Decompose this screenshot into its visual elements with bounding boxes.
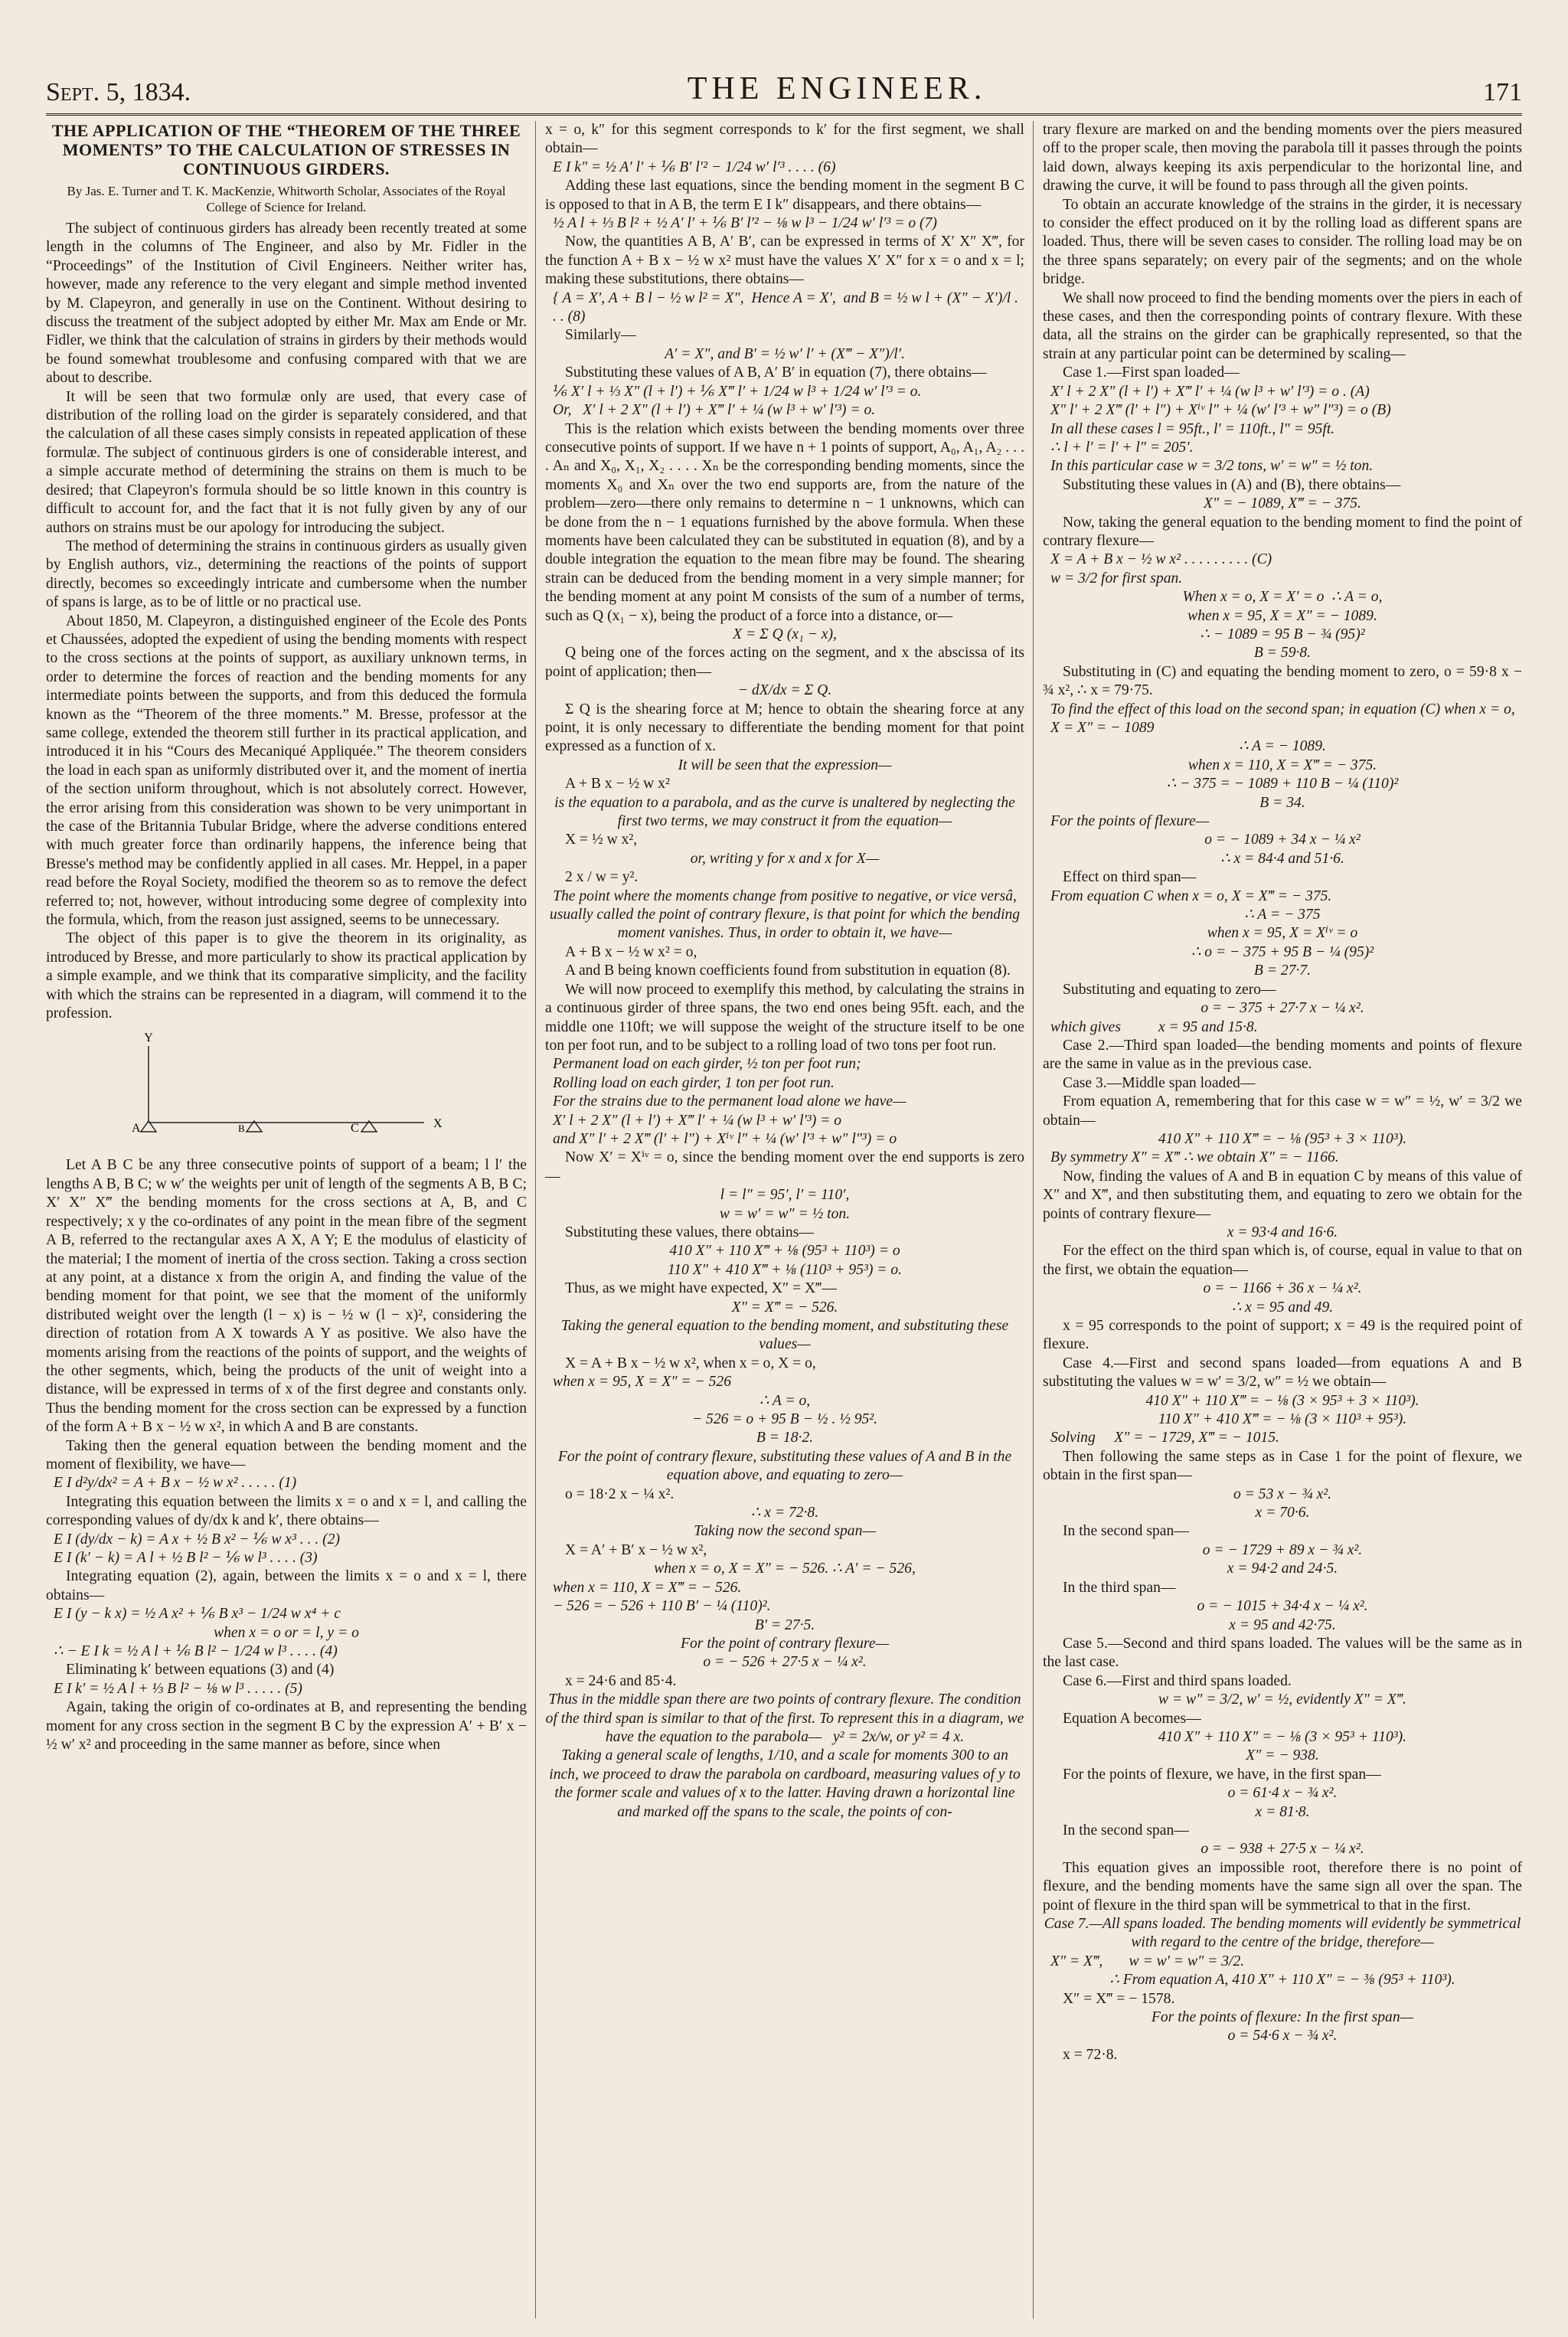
equation-line: B = 59·8. xyxy=(1253,645,1312,662)
equation-line: when x = 95, X = X″ = − 526 xyxy=(553,1374,732,1391)
column-right xyxy=(1041,121,1525,2319)
body-paragraph: A + B x − ½ w x² xyxy=(565,776,670,793)
body-paragraph: In the second span— xyxy=(1063,1822,1189,1839)
equation-line: o = 53 x − ¾ x². xyxy=(1233,1486,1332,1502)
equation-line: o = − 1729 + 89 x − ¾ x². xyxy=(1202,1541,1363,1558)
body-paragraph: Thus, as we might have expected, X″ = X‴— xyxy=(565,1280,837,1297)
equation-line: B = 34. xyxy=(1259,794,1305,811)
equation-line: x = 81·8. xyxy=(1255,1803,1310,1820)
equation-line: x = 95 and 42·75. xyxy=(1229,1616,1336,1633)
body-paragraph: Substituting these values of A B, A′ B′ in equation (7), there obtains— xyxy=(565,364,987,381)
equation-line: when x = 110, X = X‴ = − 526. xyxy=(553,1579,742,1596)
body-paragraph: Σ Q is the shearing force at M; hence to obtain the shearing force at any point, it is only necessary to differentiate the bending moment for that point expressed as a function of x. xyxy=(545,701,1024,755)
equation-line: ∴ − 1089 = 95 B − ¾ (95)² xyxy=(1200,626,1365,642)
equation-line: E I k′ = ½ A l + ⅓ B l² − ⅛ w l³ . . . . . (5) xyxy=(54,1680,302,1697)
equation-line: o = − 1015 + 34·4 x − ¼ x². xyxy=(1197,1598,1368,1615)
equation-line: Rolling load on each girder, 1 ton per foot run. xyxy=(553,1074,835,1091)
equation-line: 410 X″ + 110 X‴ + ⅛ (95³ + 110³) = o xyxy=(669,1243,900,1260)
equation-line: To find the effect of this load on the second span; in equation (C) when x = o, X = X″ = − 1089 xyxy=(1050,701,1519,736)
body-paragraph: To obtain an accurate knowledge of the strains in the girder, it is necessary to consider the effect produced on it by the rolling load as different spans are loaded. Thus, there will be seven cases to consider. The rolling load may be on the three spans separately; on every pair of the segments; and on the whole bridge. xyxy=(1043,196,1522,288)
equation-line: By symmetry X″ = X‴ ∴ we obtain X″ = − 1166. xyxy=(1050,1149,1339,1166)
equation-line: and X″ l′ + 2 X‴ (l′ + l″) + Xⁱᵛ l″ + ¼ (w′ l′³ + w″ l″³) = o xyxy=(553,1130,897,1147)
body-paragraph: trary flexure are marked on and the bending moments over the piers measured off to the proper scale, then moving the parabola till it passes through the points laid down, always keeping its axis perpendicular to the horizontal line, and drawing the curve, it will be found to pass through all the given points. xyxy=(1043,122,1522,194)
equation-line: ∴ x = 72·8. xyxy=(750,1505,819,1522)
equation-line: Taking now the second span— xyxy=(694,1523,876,1540)
point-b-label: B xyxy=(238,1123,245,1135)
equation-line: When x = o, X = X′ = o ∴ A = o, xyxy=(1182,589,1383,606)
equation-line: o = − 375 + 27·7 x − ¼ x². xyxy=(1200,1000,1364,1017)
equation-line: o = − 938 + 27·5 x − ¼ x². xyxy=(1200,1841,1364,1858)
body-paragraph: Substituting these values in (A) and (B), there obtains— xyxy=(1063,476,1401,493)
issue-date: Sept. 5, 1834. xyxy=(46,78,191,106)
body-paragraph: Q being one of the forces acting on the segment, and x the abscissa of its point of application; then— xyxy=(545,645,1024,680)
body-paragraph: We will now proceed to exemplify this method, by calculating the strains in a continuous girder of three spans, the two end ones being 95ft. each, and the middle one 110ft; we will suppose the weight of the structure itself to be one ton per foot run, and to be subject to a rolling load of two tons per foot run. xyxy=(545,981,1024,1054)
equation-line: For the points of flexure— xyxy=(1050,813,1210,830)
equation-line: For the strains due to the permanent load alone we have— xyxy=(553,1093,906,1110)
body-paragraph: x = 95 corresponds to the point of support; x = 49 is the required point of flexure. xyxy=(1043,1318,1522,1353)
body-paragraph: 2 x / w = y². xyxy=(565,869,639,886)
equation-line: ∴ x = 84·4 and 51·6. xyxy=(1220,850,1344,867)
equation-line: ½ A l + ⅓ B l² + ½ A′ l′ + ⅙ B′ l′² − ⅛ w l³ − 1/24 w′ l′³ = o (7) xyxy=(553,215,937,232)
body-paragraph: Case 5.—Second and third spans loaded. The values will be the same as in the last case. xyxy=(1043,1635,1522,1671)
equation-line: ∴ A = − 1089. xyxy=(1239,738,1326,755)
equation-line: when x = o, X = X″ = − 526. ∴ A′ = − 526, xyxy=(654,1561,916,1577)
equation-line: or, writing y for x and x for X— xyxy=(690,850,880,867)
body-paragraph: From equation A, remembering that for this case w = w″ = ½, w′ = 3/2 we obtain— xyxy=(1043,1093,1522,1129)
equation-line: 410 X″ + 110 X‴ = − ⅛ (95³ + 3 × 110³). xyxy=(1158,1130,1407,1147)
article-byline: By Jas. E. Turner and T. K. MacKenzie, Whitworth Scholar, Associates of the Royal College of Science for Ireland. xyxy=(67,184,506,214)
body-paragraph: We shall now proceed to find the bending moments over the piers in each of these cases, and then the corresponding points of contrary flexure. With these data, all the strains on the girder can be graphically represented, so that the strain at any particular point can be determined by scaling— xyxy=(1043,289,1522,362)
body-paragraph: Eliminating k′ between equations (3) and (4) xyxy=(66,1662,335,1678)
equation-line: ∴ o = − 375 + 95 B − ¼ (95)² xyxy=(1191,943,1374,960)
equation-line: For the points of flexure: In the first span— xyxy=(1151,2009,1414,2026)
body-paragraph: Equation A becomes— xyxy=(1063,1710,1201,1727)
body-paragraph: Integrating equation (2), again, between the limits x = o and x = l, there obtains— xyxy=(46,1568,527,1603)
equation-line: ∴ − 375 = − 1089 + 110 B − ¼ (110)² xyxy=(1166,776,1399,793)
body-paragraph: Case 2.—Third span loaded—the bending moments and points of flexure are the same in value as in the previous case. xyxy=(1043,1037,1522,1073)
beam-diagram xyxy=(118,1031,455,1146)
masthead xyxy=(46,54,1522,116)
column-middle-body xyxy=(545,121,1028,1822)
body-paragraph: Substituting and equating to zero— xyxy=(1063,981,1276,998)
equation-line: In this particular case w = 3/2 tons, w′ = w″ = ½ ton. xyxy=(1050,458,1374,475)
equation-line: E I (dy/dx − k) = A x + ½ B x² − ⅙ w x³ . . . (2) xyxy=(54,1531,340,1548)
column-right-body xyxy=(1043,121,1525,2064)
x-axis-label: X xyxy=(433,1117,443,1131)
body-paragraph: A and B being known coefficients found from substitution in equation (8). xyxy=(565,963,1011,979)
equation-line: 110 X″ + 410 X‴ + ⅛ (110³ + 95³) = o. xyxy=(667,1261,903,1278)
equation-line: when x = o or = l, y = o xyxy=(214,1624,359,1641)
equation-line: l = l″ = 95′, l′ = 110′, xyxy=(720,1187,850,1204)
equation-line: For the point of contrary flexure— xyxy=(681,1635,889,1652)
body-paragraph: Let A B C be any three consecutive points of support of a beam; l l′ the lengths A B, B C; w w′ the weights per unit of length of the segments A B, B C; X′ X″ X‴ the bending moments for the cross sections at A, B, and C respectively; x y the co-ordinates of any point in the mean fibre of the segment A B, referred to the rectangular axes A X, A Y; E the modulus of elasticity of the material; I the moment of inertia of the cross section. Taking a cross section at any point, at a distance x from the origin A, and finding the value of the bending moment for that point, we see that the moment of the uniformly distributed weight over the length (l − x) is − ½ w (l − x)², considering the direction of rotation from A X towards A Y as positive. We also have the moments arising from the reactions of the points of support, and the weights of the other segments, which, being the products of the unit of weight into a distance, will be expressed in terms of x of the first degree and constants only. Thus the bending moment for the cross section can be expressed by a function of the form A + B x − ½ w x², in which A and B are constants. xyxy=(46,1157,527,1436)
body-paragraph: Integrating this equation between the limits x = o and x = l, and calling the corresponding values of dy/dx k and k′, there obtains— xyxy=(46,1493,527,1529)
body-paragraph: Case 4.—First and second spans loaded—from equations A and B substituting the values w = w′ = 3/2, w″ = ½ we obtain— xyxy=(1043,1355,1522,1391)
equation-line: x = 93·4 and 16·6. xyxy=(1227,1224,1338,1240)
equation-line: X″ = − 1089, X‴ = − 375. xyxy=(1204,495,1361,512)
body-paragraph: X = ½ w x², xyxy=(565,832,638,848)
page-number: 171 xyxy=(1483,78,1522,106)
equation-line: ∴ A = − 375 xyxy=(1244,907,1321,923)
body-paragraph: x = 72·8. xyxy=(1063,2046,1118,2063)
body-paragraph: x = o, k″ for this segment corresponds to k′ for the first segment, we shall obtain— xyxy=(545,122,1024,157)
equation-line: { A = X′, A + B l − ½ w l² = X″, Hence A = X′, and B = ½ w l + (X″ − X′)/l . . . (8) xyxy=(553,289,1022,325)
equation-line: In all these cases l = 95ft., l′ = 110ft., l″ = 95ft. xyxy=(1050,420,1335,437)
equation-line: o = 54·6 x − ¾ x². xyxy=(1227,2028,1338,2044)
equation-line: Permanent load on each girder, ½ ton per foot run; xyxy=(553,1056,861,1073)
body-paragraph: In the third span— xyxy=(1063,1579,1176,1596)
equation-line: is the equation to a parabola, and as the curve is unaltered by neglecting the first two terms, we may construct it from the equation— xyxy=(554,794,1019,830)
equation-line: w = w″ = 3/2, w′ = ½, evidently X″ = X‴. xyxy=(1158,1691,1406,1708)
equation-line: E I d²y/dx² = A + B x − ½ w x² . . . . . (1) xyxy=(54,1475,297,1492)
body-paragraph: X″ = X‴ = − 1578. xyxy=(1063,1990,1175,2007)
equation-line: x = 94·2 and 24·5. xyxy=(1227,1561,1338,1577)
equation-line: ∴ x = 95 and 49. xyxy=(1231,1299,1334,1316)
equation-line: B′ = 27·5. xyxy=(754,1616,815,1633)
body-paragraph: Then following the same steps as in Case 1 for the point of flexure, we obtain in the first span— xyxy=(1043,1448,1522,1484)
equation-line: E I (y − k x) = ½ A x² + ⅙ B x³ − 1/24 w x⁴ + c xyxy=(54,1606,341,1623)
equation-line: B = 18·2. xyxy=(756,1430,814,1446)
equation-line: − 526 = − 526 + 110 B′ − ¼ (110)². xyxy=(553,1598,771,1615)
equation-line: w = 3/2 for first span. xyxy=(1050,570,1183,587)
equation-line: X″ = X‴ = − 526. xyxy=(731,1299,838,1316)
equation-line: X″ = − 938. xyxy=(1246,1747,1319,1764)
equation-line: when x = 95, X = X″ = − 1089. xyxy=(1187,607,1377,624)
body-paragraph: This equation gives an impossible root, therefore there is no point of flexure, and the bending moments have the same sign all over the span. The point of flexure in the third span will be symmetrical to that in the first. xyxy=(1043,1859,1522,1914)
equation-line: A′ = X″, and B′ = ½ w′ l′ + (X‴ − X″)/l′. xyxy=(665,345,905,362)
equation-line: Case 7.—All spans loaded. The bending moments will evidently be symmetrical with regard to the centre of the bridge, therefore— xyxy=(1044,1916,1525,1951)
equation-line: ∴ A = o, xyxy=(759,1392,811,1409)
body-paragraph: A + B x − ½ w x² = o, xyxy=(565,943,697,960)
body-paragraph: The object of this paper is to give the theorem in its originality, as introduced by Bresse, and more particularly to show its practical application by a simple example, and we think that its comparative simplicity, and the facility with which the strains can be represented in a diagram, will commend it to the profession. xyxy=(46,930,527,1022)
body-paragraph: Adding these last equations, since the bending moment in the segment B C is opposed to that in A B, the term E I k″ disappears, and there obtains— xyxy=(545,178,1024,213)
equation-line: Taking a general scale of lengths, 1/10, and a scale for moments 300 to an inch, we proceed to draw the parabola on cardboard, measuring values of y to the former scale and values of x to the latter. Having drawn a horizontal line and marked off the spans to the scale, the points of con- xyxy=(549,1747,1024,1820)
body-paragraph: Taking then the general equation between the bending moment and the moment of flexibility, we have— xyxy=(46,1437,527,1472)
equation-line: Solving X″ = − 1729, X‴ = − 1015. xyxy=(1050,1430,1279,1446)
equation-line: 410 X″ + 110 X‴ = − ⅛ (3 × 95³ + 3 × 110³). xyxy=(1145,1392,1419,1409)
body-paragraph: Now, the quantities A B, A′ B′, can be expressed in terms of X′ X″ X‴, for the function A + B x − ½ w x² must have the values X′ X″ for x = o and x = l; making these substitutions, there obtains— xyxy=(545,234,1024,288)
equation-line: ∴ From equation A, 410 X″ + 110 X″ = − ⅜ (95³ + 110³). xyxy=(1109,1972,1455,1989)
body-paragraph: This is the relation which exists between the bending moments over three consecutive points of support. If we have n + 1 points of support, A₀, A₁, A₂ . . . . Aₙ and X₀, X₁, X₂ . . . . Xₙ be the corresponding bending moments, since the moments X₀ and Xₙ over the two end supports are, from the nature of the problem—zero—there only remains to determine n − 1 unknowns, which can be done from the n − 1 equations furnished by the above formula. When these moments have been calculated they can be substituted in equation (8), and by a double integration the equation to the mean fibre may be found. The shearing strain can be deduced from the bending moment in a very simple manner; for the bending moment at any point M consists of the sum of a number of terms, such as Q (x₁ − x), being the product of a force into a distance, or— xyxy=(545,420,1024,624)
body-paragraph: The subject of continuous girders has already been recently treated at some length in the columns of The Engineer, and also by Mr. Fidler in the “Proceedings” of the Institution of Civil Engineers. Neither writer has, however, made any reference to the very elegant and simple method invented by M. Clapeyron, and generally in use on the Continent. Without desiring to discuss the treatment of the subject adopted by either Mr. Max am Ende or Mr. Fidler, we think that the calculation of strains in girders by their methods would be found somewhat troublesome and confusing compared with that we are about to describe. xyxy=(46,221,527,387)
equation-line: w = w′ = w″ = ½ ton. xyxy=(719,1205,851,1222)
body-paragraph: Similarly— xyxy=(565,327,636,344)
body-paragraph: For the points of flexure, we have, in the first span— xyxy=(1063,1766,1381,1783)
equation-line: X″ l′ + 2 X‴ (l′ + l″) + Xⁱᵛ l″ + ¼ (w′ l′³ + w″ l″³) = o (B) xyxy=(1050,402,1391,419)
equation-line: ∴ − E I k = ½ A l + ⅙ B l² − 1/24 w l³ . . . . (4) xyxy=(54,1643,338,1660)
body-paragraph: Now, finding the values of A and B in equation C by means of this value of X″ and X‴, and then substituting them, and equating to zero we obtain for the points of contrary flexure— xyxy=(1043,1168,1522,1222)
equation-line: 410 X″ + 110 X″ = − ⅛ (3 × 95³ + 110³). xyxy=(1158,1728,1407,1745)
equation-line: The point where the moments change from positive to negative, or vice versâ, usually called the point of contrary flexure, is that point for which the bending moment vanishes. Thus, in order to obtain it, we have— xyxy=(549,887,1024,942)
point-a-label: A xyxy=(132,1122,141,1136)
equation-line: o = − 1089 + 34 x − ¼ x² xyxy=(1204,832,1361,848)
equation-line: X = A + B x − ½ w x² . . . . . . . . . (C) xyxy=(1050,551,1272,568)
body-paragraph: It will be seen that two formulæ only are used, that every case of distribution of the rolling load on the girder is separately considered, and that the calculation of all these cases simply consists in repeated application of these formulæ. The subject of continuous girders is one of considerable interest, and a simple accurate method of determining the strains on them is much to be desired; that Clapeyron's formula should be so little known in this country is difficult to account for, and the fact that it is not fully given by any of our authors on strains must be our apology for introducing the subject. xyxy=(46,388,527,536)
equation-line: E I (k′ − k) = A l + ½ B l² − ⅙ w l³ . . . . (3) xyxy=(54,1550,318,1566)
equation-line: Taking the general equation to the bending moment, and substituting these values— xyxy=(560,1318,1013,1353)
column-middle xyxy=(544,121,1028,2319)
equation-line: when x = 110, X = X‴ = − 375. xyxy=(1187,757,1377,773)
body-paragraph: o = 18·2 x − ¼ x². xyxy=(565,1486,675,1502)
equation-line: X = Σ Q (x₁ − x), xyxy=(733,626,837,642)
equation-line: For the point of contrary flexure, substituting these values of A and B in the equation above, and equating to zero— xyxy=(557,1448,1016,1484)
body-paragraph: Substituting these values, there obtains— xyxy=(565,1224,814,1240)
equation-line: X″ = X‴, w = w′ = w″ = 3/2. xyxy=(1050,1953,1245,1969)
equation-line: E I k″ = ½ A′ l′ + ⅙ B′ l′² − 1/24 w′ l′³ . . . . (6) xyxy=(553,159,836,175)
column-left xyxy=(46,121,527,2319)
body-paragraph: Effect on third span— xyxy=(1063,869,1197,886)
body-paragraph: Case 1.—First span loaded— xyxy=(1063,364,1240,381)
equation-line: Or, X′ l + 2 X″ (l + l′) + X‴ l′ + ¼ (w l³ + w′ l′³) = o. xyxy=(553,402,876,419)
equation-line: o = − 526 + 27·5 x − ¼ x². xyxy=(703,1654,867,1671)
body-paragraph: X = A′ + B′ x − ½ w x², xyxy=(565,1541,707,1558)
equation-line: − dX/dx = Σ Q. xyxy=(737,682,832,699)
equation-line: X′ l + 2 X″ (l + l′) + X‴ l′ + ¼ (w l³ + w′ l′³) = o xyxy=(553,1112,842,1129)
equation-line: ∴ l + l′ = l′ + l″ = 205′. xyxy=(1050,439,1194,456)
body-paragraph: In the second span— xyxy=(1063,1523,1189,1540)
equation-line: It will be seen that the expression— xyxy=(678,757,892,773)
equation-line: B = 27·7. xyxy=(1253,963,1312,979)
column-left-body xyxy=(46,220,527,1754)
equation-line: ⅙ X′ l + ⅓ X″ (l + l′) + ⅙ X‴ l′ + 1/24 w l³ + 1/24 w′ l′³ = o. xyxy=(553,383,922,400)
body-paragraph: Case 3.—Middle span loaded— xyxy=(1063,1074,1256,1091)
publication-title: THE ENGINEER. xyxy=(687,71,987,106)
equation-line: x = 70·6. xyxy=(1255,1505,1310,1522)
body-paragraph: Substituting in (C) and equating the bending moment to zero, o = 59·8 x − ¾ x², ∴ x = 79·75. xyxy=(1043,663,1522,699)
y-axis-label: Y xyxy=(144,1031,153,1045)
equation-line: From equation C when x = o, X = X‴ = − 375. xyxy=(1050,887,1332,904)
body-paragraph: X = A + B x − ½ w x², when x = o, X = o, xyxy=(565,1355,816,1371)
equation-line: X′ l + 2 X″ (l + l′) + X‴ l′ + ¼ (w l³ + w′ l′³) = o . (A) xyxy=(1050,383,1370,400)
equation-line: which gives x = 95 and 15·8. xyxy=(1050,1018,1258,1035)
body-paragraph: Now X′ = Xⁱᵛ = o, since the bending moment over the end supports is zero— xyxy=(545,1149,1024,1185)
equation-line: o = − 1166 + 36 x − ¼ x². xyxy=(1203,1280,1362,1297)
equation-line: Thus in the middle span there are two points of contrary flexure. The condition of the third span is similar to that of the first. To represent this in a diagram, we have the equation to the parabola— y² = 2x/w, or y² = 4 x. xyxy=(545,1691,1028,1745)
body-paragraph: x = 24·6 and 85·4. xyxy=(565,1672,677,1689)
article-columns xyxy=(46,121,1525,2319)
article-title: THE APPLICATION OF THE “THEOREM OF THE THREE MOMENTS” TO THE CALCULATION OF STRESSES IN CONTINUOUS GIRDERS. xyxy=(51,121,521,178)
point-c-label: C xyxy=(351,1122,359,1136)
body-paragraph: Again, taking the origin of co-ordinates at B, and representing the bending moment for any cross section in the segment B C by the expression A′ + B′ x − ½ w′ x² and proceeding in the same manner as before, since when xyxy=(46,1699,527,1754)
equation-line: o = 61·4 x − ¾ x². xyxy=(1227,1785,1338,1802)
equation-line: − 526 = o + 95 B − ½ . ½ 95². xyxy=(691,1411,878,1428)
body-paragraph: The method of determining the strains in continuous girders as usually given by English authors, viz., determining the reactions of the points of support directly, becomes so exceedingly intricate and cumbersome when the number of spans is large, as to be of little or no practical use. xyxy=(46,538,527,611)
equation-line: 110 X″ + 410 X‴ = − ⅛ (3 × 110³ + 95³). xyxy=(1158,1411,1407,1428)
body-paragraph: About 1850, M. Clapeyron, a distinguished engineer of the Ecole des Ponts et Chaussées, adopted the expedient of using the bending moments with respect to the cross sections at the points of support, as auxiliary unknown terms, in order to determine the forces of reaction and the bending moments for any intermediate points between the supports, and from this deduced the formula known as the “Theorem of the three moments.” M. Bresse, professor at the same college, extended the theorem still further in its practical application, and introduced it in his “Cours des Mecaniqué Appliquée.” The theorem considers the load in each span as uniformly distributed over it, and the moment of inertia of the section uniform throughout, which is not absolutely correct. However, the error arising from this consideration was shown to be very unimportant in the case of the Britannia Tubular Bridge, where the adverse conditions entered with much greater force than ordinarily happens, the inference being that Bresse's method may be confidently applied in all cases. Mr. Heppel, in a paper read before the Royal Society, modified the theorem so as to remove the defect referred to; not, however, without introducing some degree of complexity into the formula, which, from the reason just assigned, seems to be unnecessary. xyxy=(46,613,527,929)
body-paragraph: For the effect on the third span which is, of course, equal in value to that on the first, we obtain the equation— xyxy=(1043,1243,1522,1278)
equation-line: when x = 95, X = Xⁱᵛ = o xyxy=(1207,925,1358,942)
body-paragraph: Case 6.—First and third spans loaded. xyxy=(1063,1672,1292,1689)
body-paragraph: Now, taking the general equation to the bending moment to find the point of contrary flexure— xyxy=(1043,514,1522,549)
